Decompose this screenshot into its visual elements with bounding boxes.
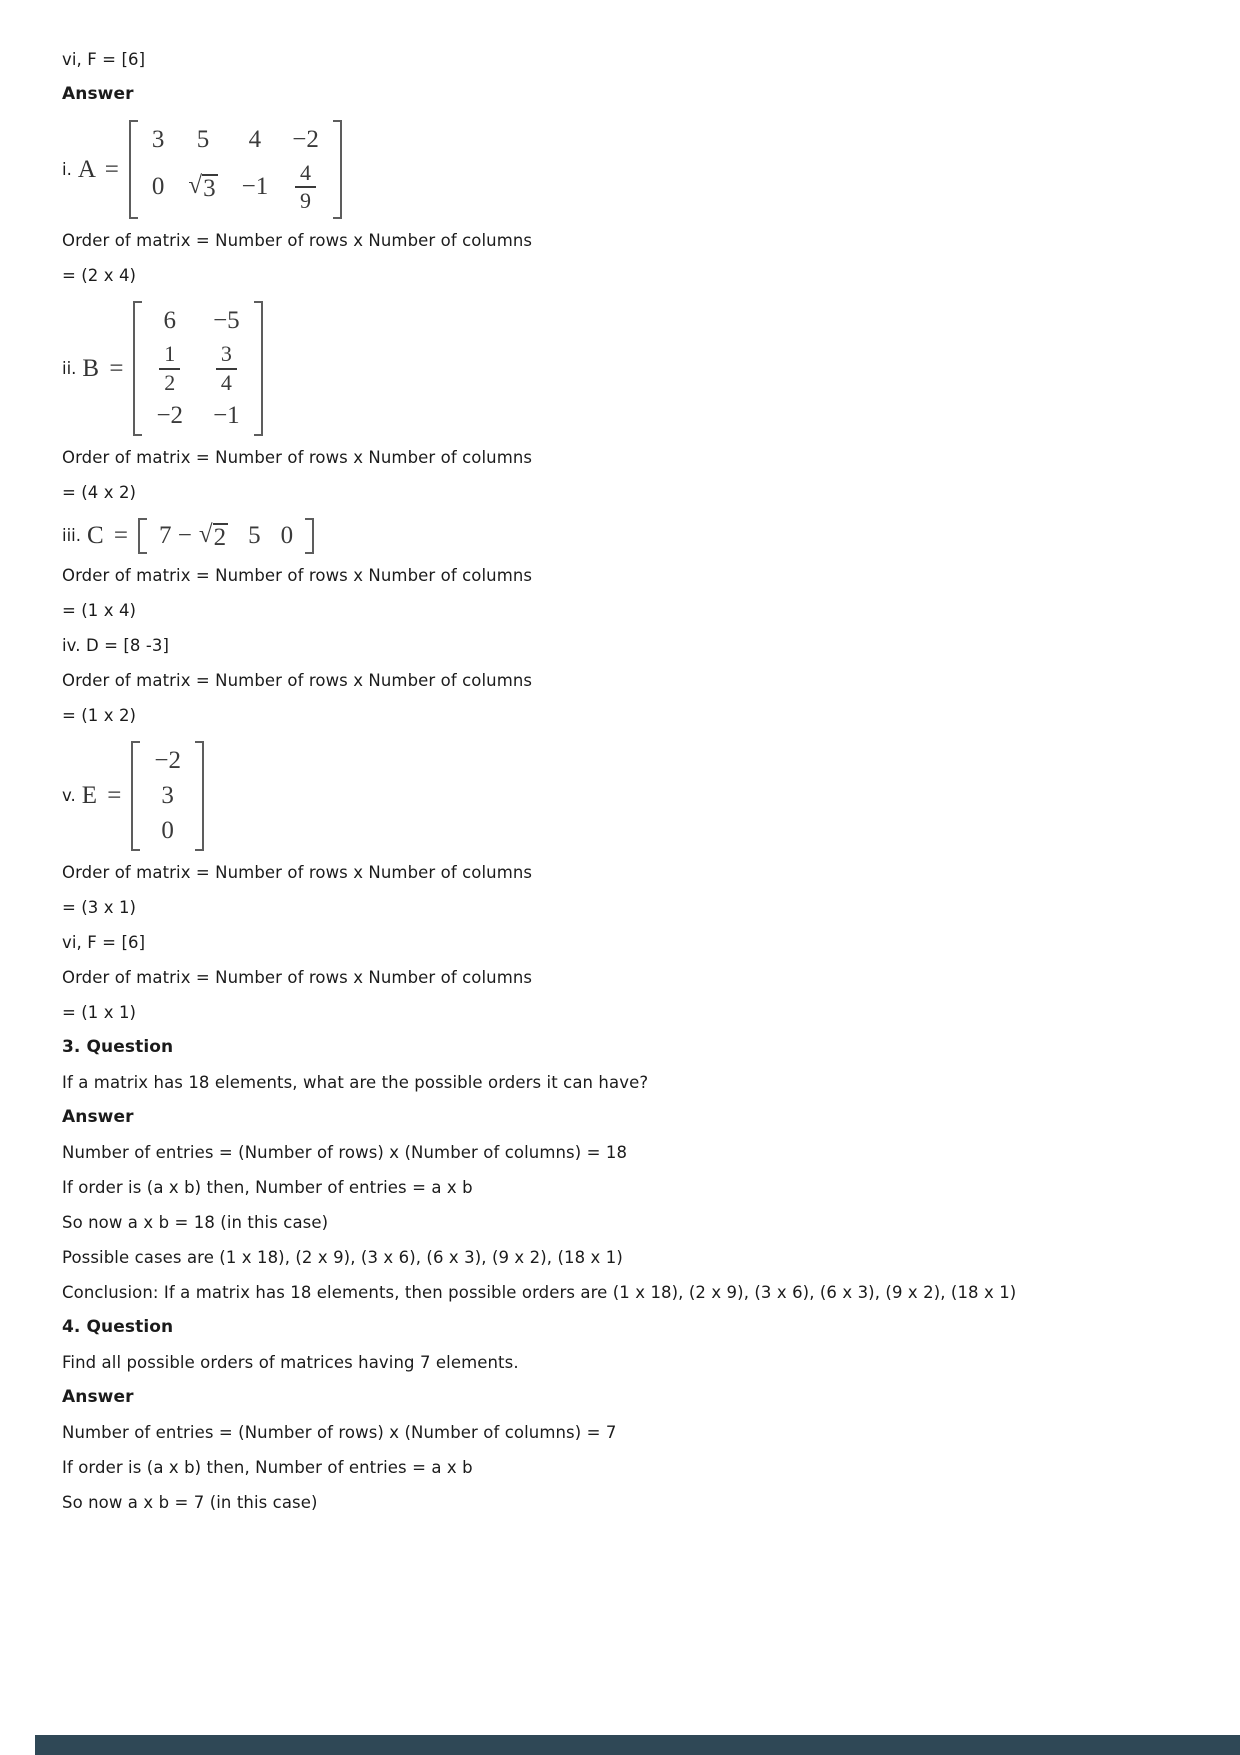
order-result-line: = (2 x 4) — [62, 266, 137, 286]
matrix-cell-sqrt — [188, 173, 217, 201]
solution-line: vi, F = [6] — [62, 50, 146, 69]
matrix-c — [138, 518, 314, 554]
answer-heading: Answer — [62, 1386, 134, 1407]
fraction-numerator: 3 — [216, 342, 237, 369]
matrix-cell: 0 — [161, 816, 174, 844]
matrix-cell-expression — [159, 522, 228, 550]
matrix-cell: 3 — [161, 781, 174, 809]
solution-line: So now a x b = 7 (in this case) — [62, 1492, 318, 1512]
order-formula-line: Order of matrix = Number of rows x Number of columns — [62, 862, 533, 882]
matrix-cell: 0 — [151, 173, 165, 201]
fraction-numerator: 1 — [159, 342, 180, 369]
matrix-symbol: A = — [77, 155, 121, 183]
fraction-numerator: 4 — [295, 161, 316, 188]
question-text: If a matrix has 18 elements, what are the possible orders it can have? — [62, 1072, 649, 1092]
radicand: 3 — [203, 175, 216, 203]
fraction-denominator: 4 — [220, 369, 232, 395]
matrix-cell: −1 — [241, 173, 269, 201]
answer-heading: Answer — [62, 1106, 134, 1127]
right-bracket — [195, 741, 204, 851]
radical-sign: √ — [198, 520, 213, 548]
matrix-cell: −2 — [292, 126, 319, 153]
order-result-line: = (1 x 1) — [62, 1002, 137, 1022]
matrix-figure-a — [62, 120, 1200, 219]
solution-line: Possible cases are (1 x 18), (2 x 9), (3 x 6), (6 x 3), (9 x 2), (18 x 1) — [62, 1247, 623, 1267]
matrix-cell-sqrt — [199, 522, 228, 550]
matrix-cell-fraction — [159, 342, 180, 394]
solution-line: If order is (a x b) then, Number of entries = a x b — [62, 1177, 473, 1197]
matrix-cell: 3 — [151, 126, 165, 153]
left-bracket — [138, 518, 147, 554]
left-bracket — [129, 120, 138, 219]
matrix-symbol: E = — [81, 781, 124, 809]
right-bracket — [333, 120, 342, 219]
matrix-cell-fraction — [295, 161, 316, 213]
matrix-index-label: i. — [62, 160, 72, 180]
fraction-denominator: 9 — [300, 188, 312, 214]
question-3-heading: 3. Question — [62, 1036, 174, 1057]
conclusion-line: Conclusion: If a matrix has 18 elements, then possible orders are (1 x 18), (2 x 9), (3 x 6), (6 x 3), (9 x 2), (18 x 1) — [62, 1282, 1017, 1302]
matrix-cell: 5 — [196, 126, 210, 153]
footer-bar — [35, 1735, 1240, 1755]
matrix-b — [133, 301, 262, 435]
matrix-e — [131, 741, 204, 851]
solution-line: So now a x b = 18 (in this case) — [62, 1212, 329, 1232]
right-bracket — [254, 301, 263, 435]
order-result-line: = (1 x 4) — [62, 600, 137, 620]
solution-line: iv. D = [8 -3] — [62, 635, 170, 655]
right-bracket — [305, 518, 314, 554]
matrix-a — [129, 120, 342, 219]
order-formula-line: Order of matrix = Number of rows x Number of columns — [62, 967, 533, 987]
order-formula-line: Order of matrix = Number of rows x Number of columns — [62, 670, 533, 690]
matrix-cell: −2 — [156, 401, 184, 429]
radical-sign: √ — [188, 172, 203, 200]
matrix-figure-e — [62, 741, 1200, 851]
matrix-figure-b — [62, 301, 1200, 435]
order-result-line: = (1 x 2) — [62, 705, 137, 725]
matrix-cell: 4 — [248, 126, 262, 153]
solution-line: Number of entries = (Number of rows) x (Number of columns) = 18 — [62, 1142, 628, 1162]
order-formula-line: Order of matrix = Number of rows x Number of columns — [62, 231, 533, 251]
order-formula-line: Order of matrix = Number of rows x Number of columns — [62, 565, 533, 585]
matrix-symbol: B = — [82, 354, 126, 382]
matrix-figure-c — [62, 518, 1200, 554]
matrix-cell: −1 — [213, 401, 240, 429]
order-result-line: = (4 x 2) — [62, 482, 137, 502]
question-4-heading: 4. Question — [62, 1316, 174, 1337]
matrix-cell: 0 — [280, 521, 294, 549]
matrix-cell: −5 — [213, 307, 240, 335]
left-bracket — [133, 301, 142, 435]
solution-line: If order is (a x b) then, Number of entries = a x b — [62, 1457, 473, 1477]
matrix-cell: 5 — [248, 521, 261, 549]
matrix-cell: 6 — [163, 307, 176, 335]
matrix-index-label: v. — [62, 786, 76, 806]
expression-prefix: 7 − — [159, 521, 192, 549]
answer-heading: Answer — [62, 84, 134, 104]
question-text: Find all possible orders of matrices having 7 elements. — [62, 1352, 519, 1372]
radicand: 2 — [213, 523, 227, 551]
matrix-cell: −2 — [154, 746, 181, 774]
matrix-index-label: ii. — [62, 359, 77, 379]
solution-line: Number of entries = (Number of rows) x (Number of columns) = 7 — [62, 1422, 617, 1442]
matrix-index-label: iii. — [62, 526, 81, 546]
order-formula-line: Order of matrix = Number of rows x Number of columns — [62, 447, 533, 467]
left-bracket — [131, 741, 140, 851]
matrix-cell-fraction — [216, 342, 237, 394]
solution-line: vi, F = [6] — [62, 932, 146, 952]
matrix-symbol: C = — [87, 521, 131, 549]
order-result-line: = (3 x 1) — [62, 897, 137, 917]
fraction-denominator: 2 — [164, 369, 176, 395]
